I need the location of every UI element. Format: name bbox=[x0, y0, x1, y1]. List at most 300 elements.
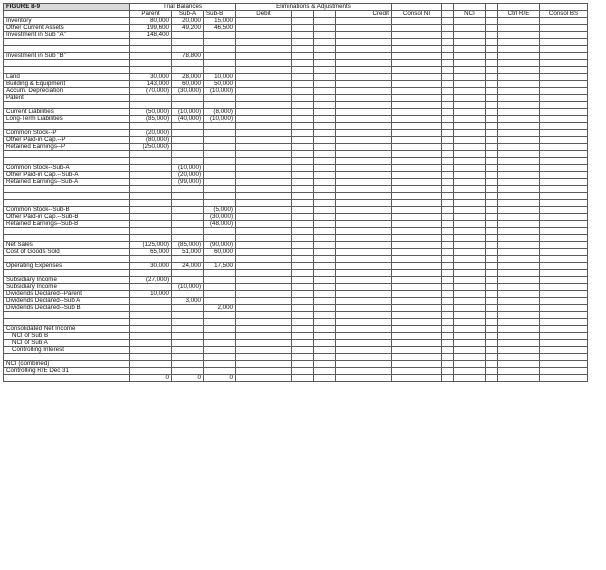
empty-cell bbox=[392, 165, 442, 172]
empty-cell bbox=[454, 368, 486, 375]
parent-value bbox=[130, 158, 172, 165]
empty-cell bbox=[540, 368, 588, 375]
table-row bbox=[4, 67, 588, 74]
empty-cell bbox=[540, 137, 588, 144]
empty-cell bbox=[314, 249, 336, 256]
empty-cell bbox=[236, 165, 292, 172]
empty-cell bbox=[392, 88, 442, 95]
empty-cell bbox=[314, 319, 336, 326]
empty-cell bbox=[314, 130, 336, 137]
parent-value bbox=[130, 39, 172, 46]
empty-cell bbox=[454, 158, 486, 165]
empty-cell bbox=[236, 172, 292, 179]
row-label: Common Stock--Sub-A bbox=[4, 165, 130, 172]
empty-cell bbox=[486, 130, 498, 137]
empty-cell bbox=[540, 95, 588, 102]
empty-cell bbox=[236, 361, 292, 368]
empty-cell bbox=[442, 312, 454, 319]
row-label: Dividends Declared--Sub A bbox=[4, 298, 130, 305]
trial-balances-header: Trial Balances bbox=[130, 4, 236, 11]
table-row bbox=[4, 130, 588, 137]
empty-cell bbox=[540, 242, 588, 249]
empty-cell bbox=[236, 263, 292, 270]
parent-value bbox=[130, 165, 172, 172]
table-row bbox=[4, 179, 588, 186]
empty-cell bbox=[442, 102, 454, 109]
sub-b-value bbox=[204, 158, 236, 165]
sub-b-value bbox=[204, 347, 236, 354]
empty-cell bbox=[292, 263, 314, 270]
empty-cell bbox=[292, 137, 314, 144]
empty-cell bbox=[292, 186, 314, 193]
parent-value: 143,000 bbox=[130, 81, 172, 88]
empty-cell bbox=[392, 200, 442, 207]
parent-value bbox=[130, 284, 172, 291]
empty-cell bbox=[392, 305, 442, 312]
header-row-2 bbox=[4, 11, 588, 18]
empty-cell bbox=[236, 326, 292, 333]
sub-a-value: (10,000) bbox=[172, 109, 204, 116]
empty-cell bbox=[392, 312, 442, 319]
parent-value bbox=[130, 298, 172, 305]
sub-a-value: (99,000) bbox=[172, 179, 204, 186]
empty-cell bbox=[498, 207, 540, 214]
col-consol-bs-header: Consol BS bbox=[540, 11, 588, 18]
parent-value bbox=[130, 361, 172, 368]
empty-cell bbox=[498, 74, 540, 81]
empty-cell bbox=[454, 130, 486, 137]
empty-cell bbox=[498, 319, 540, 326]
table-row bbox=[4, 88, 588, 95]
empty-cell bbox=[314, 256, 336, 263]
empty-cell bbox=[236, 375, 292, 382]
empty-cell bbox=[392, 242, 442, 249]
empty-cell bbox=[498, 340, 540, 347]
sub-b-value bbox=[204, 151, 236, 158]
empty-cell bbox=[314, 326, 336, 333]
empty-cell bbox=[336, 235, 392, 242]
empty-cell bbox=[486, 298, 498, 305]
col-nci-header: NCI bbox=[454, 11, 486, 18]
empty-cell bbox=[540, 221, 588, 228]
empty-cell bbox=[540, 144, 588, 151]
parent-value bbox=[130, 53, 172, 60]
empty-cell bbox=[292, 179, 314, 186]
empty-cell bbox=[336, 25, 392, 32]
empty-cell bbox=[442, 298, 454, 305]
empty-cell bbox=[236, 214, 292, 221]
empty-cell bbox=[292, 46, 314, 53]
sub-a-value: 20,000 bbox=[172, 18, 204, 25]
empty-cell bbox=[336, 256, 392, 263]
sub-b-value: 15,000 bbox=[204, 18, 236, 25]
table-row bbox=[4, 284, 588, 291]
empty-cell bbox=[392, 277, 442, 284]
empty-cell bbox=[486, 116, 498, 123]
empty-cell bbox=[454, 53, 486, 60]
empty-cell bbox=[498, 368, 540, 375]
empty-cell bbox=[442, 326, 454, 333]
consolidation-worksheet-table bbox=[3, 3, 588, 382]
empty-cell bbox=[540, 46, 588, 53]
empty-cell bbox=[454, 151, 486, 158]
empty-cell bbox=[454, 235, 486, 242]
empty-cell bbox=[454, 88, 486, 95]
empty-cell bbox=[292, 165, 314, 172]
empty-cell bbox=[336, 123, 392, 130]
header-cell bbox=[486, 4, 498, 11]
table-row bbox=[4, 200, 588, 207]
sub-a-value: (20,000) bbox=[172, 172, 204, 179]
empty-cell bbox=[442, 67, 454, 74]
empty-cell bbox=[336, 347, 392, 354]
empty-cell bbox=[236, 46, 292, 53]
empty-cell bbox=[392, 179, 442, 186]
empty-cell bbox=[442, 32, 454, 39]
row-label: Controlling Interest bbox=[4, 347, 130, 354]
empty-cell bbox=[392, 326, 442, 333]
table-row bbox=[4, 32, 588, 39]
row-label bbox=[4, 200, 130, 207]
empty-cell bbox=[314, 312, 336, 319]
empty-cell bbox=[292, 25, 314, 32]
row-label bbox=[4, 312, 130, 319]
empty-cell bbox=[486, 200, 498, 207]
empty-cell bbox=[486, 137, 498, 144]
empty-cell bbox=[486, 81, 498, 88]
empty-cell bbox=[442, 354, 454, 361]
empty-cell bbox=[314, 53, 336, 60]
empty-cell bbox=[454, 312, 486, 319]
empty-cell bbox=[292, 291, 314, 298]
empty-cell bbox=[540, 298, 588, 305]
empty-cell bbox=[540, 25, 588, 32]
empty-cell bbox=[336, 158, 392, 165]
empty-cell bbox=[336, 74, 392, 81]
empty-cell bbox=[292, 368, 314, 375]
empty-cell bbox=[236, 32, 292, 39]
empty-cell bbox=[314, 123, 336, 130]
table-row bbox=[4, 137, 588, 144]
empty-cell bbox=[314, 151, 336, 158]
empty-cell bbox=[392, 333, 442, 340]
table-row bbox=[4, 319, 588, 326]
table-row bbox=[4, 291, 588, 298]
table-row bbox=[4, 46, 588, 53]
empty-cell bbox=[498, 165, 540, 172]
empty-cell bbox=[292, 53, 314, 60]
empty-cell bbox=[236, 305, 292, 312]
empty-cell bbox=[336, 214, 392, 221]
table-row bbox=[4, 60, 588, 67]
empty-cell bbox=[454, 270, 486, 277]
sub-a-value bbox=[172, 354, 204, 361]
empty-cell bbox=[442, 74, 454, 81]
table-row bbox=[4, 368, 588, 375]
parent-value bbox=[130, 235, 172, 242]
empty-cell bbox=[540, 18, 588, 25]
parent-value: 0 bbox=[130, 375, 172, 382]
row-label bbox=[4, 60, 130, 67]
sub-b-value bbox=[204, 312, 236, 319]
table-row bbox=[4, 347, 588, 354]
empty-cell bbox=[454, 291, 486, 298]
empty-cell bbox=[486, 221, 498, 228]
sub-a-value bbox=[172, 214, 204, 221]
figure-label: FIGURE 8-9 bbox=[4, 4, 130, 11]
empty-cell bbox=[392, 116, 442, 123]
empty-cell bbox=[236, 88, 292, 95]
empty-cell bbox=[498, 39, 540, 46]
empty-cell bbox=[314, 60, 336, 67]
empty-cell bbox=[392, 32, 442, 39]
table-row bbox=[4, 53, 588, 60]
empty-cell bbox=[442, 186, 454, 193]
empty-cell bbox=[336, 312, 392, 319]
empty-cell bbox=[454, 326, 486, 333]
empty-cell bbox=[486, 158, 498, 165]
empty-cell bbox=[314, 67, 336, 74]
empty-cell bbox=[486, 249, 498, 256]
sub-b-value bbox=[204, 277, 236, 284]
empty-cell bbox=[392, 291, 442, 298]
empty-cell bbox=[442, 25, 454, 32]
empty-cell bbox=[486, 214, 498, 221]
empty-cell bbox=[540, 214, 588, 221]
empty-cell bbox=[486, 361, 498, 368]
empty-cell bbox=[292, 319, 314, 326]
sub-b-value: (8,000) bbox=[204, 109, 236, 116]
empty-cell bbox=[486, 375, 498, 382]
empty-cell bbox=[336, 354, 392, 361]
empty-cell bbox=[292, 172, 314, 179]
empty-cell bbox=[336, 32, 392, 39]
empty-cell bbox=[498, 32, 540, 39]
row-label: Consolidated Net Income bbox=[4, 326, 130, 333]
empty-cell bbox=[540, 235, 588, 242]
empty-cell bbox=[236, 270, 292, 277]
empty-cell bbox=[454, 242, 486, 249]
header-cell bbox=[314, 11, 336, 18]
row-label: Patent bbox=[4, 95, 130, 102]
empty-cell bbox=[498, 158, 540, 165]
parent-value bbox=[130, 67, 172, 74]
empty-cell bbox=[314, 25, 336, 32]
empty-cell bbox=[236, 228, 292, 235]
empty-cell bbox=[442, 319, 454, 326]
empty-cell bbox=[292, 305, 314, 312]
parent-value bbox=[130, 333, 172, 340]
empty-cell bbox=[442, 53, 454, 60]
empty-cell bbox=[540, 249, 588, 256]
row-label: Retained Earnings--Sub-A bbox=[4, 179, 130, 186]
empty-cell bbox=[442, 214, 454, 221]
empty-cell bbox=[314, 347, 336, 354]
empty-cell bbox=[336, 277, 392, 284]
empty-cell bbox=[486, 67, 498, 74]
empty-cell bbox=[314, 375, 336, 382]
empty-cell bbox=[392, 60, 442, 67]
sub-a-value bbox=[172, 291, 204, 298]
empty-cell bbox=[292, 207, 314, 214]
table-row bbox=[4, 361, 588, 368]
table-row bbox=[4, 326, 588, 333]
empty-cell bbox=[540, 291, 588, 298]
empty-cell bbox=[392, 74, 442, 81]
row-label: Other Paid-in Cap.--Sub-B bbox=[4, 214, 130, 221]
empty-cell bbox=[498, 46, 540, 53]
empty-cell bbox=[392, 53, 442, 60]
empty-cell bbox=[486, 256, 498, 263]
empty-cell bbox=[236, 277, 292, 284]
empty-cell bbox=[454, 179, 486, 186]
header-cell bbox=[486, 11, 498, 18]
empty-cell bbox=[454, 207, 486, 214]
empty-cell bbox=[442, 39, 454, 46]
empty-cell bbox=[236, 368, 292, 375]
sub-a-value bbox=[172, 102, 204, 109]
empty-cell bbox=[336, 46, 392, 53]
empty-cell bbox=[236, 18, 292, 25]
empty-cell bbox=[498, 102, 540, 109]
empty-cell bbox=[392, 144, 442, 151]
empty-cell bbox=[454, 347, 486, 354]
empty-cell bbox=[498, 347, 540, 354]
empty-cell bbox=[292, 340, 314, 347]
sub-b-value bbox=[204, 333, 236, 340]
empty-cell bbox=[314, 179, 336, 186]
row-label: Current Liabilities bbox=[4, 109, 130, 116]
empty-cell bbox=[498, 88, 540, 95]
empty-cell bbox=[336, 221, 392, 228]
header-cell bbox=[392, 4, 442, 11]
empty-cell bbox=[486, 165, 498, 172]
empty-cell bbox=[336, 193, 392, 200]
empty-cell bbox=[392, 109, 442, 116]
table-row bbox=[4, 74, 588, 81]
empty-cell bbox=[236, 137, 292, 144]
empty-cell bbox=[292, 123, 314, 130]
empty-cell bbox=[236, 144, 292, 151]
sub-b-value bbox=[204, 39, 236, 46]
sub-a-value: 51,000 bbox=[172, 249, 204, 256]
empty-cell bbox=[336, 88, 392, 95]
empty-cell bbox=[498, 144, 540, 151]
empty-cell bbox=[540, 270, 588, 277]
sub-a-value bbox=[172, 67, 204, 74]
empty-cell bbox=[392, 228, 442, 235]
empty-cell bbox=[292, 333, 314, 340]
empty-cell bbox=[392, 123, 442, 130]
sub-a-value bbox=[172, 130, 204, 137]
empty-cell bbox=[486, 151, 498, 158]
empty-cell bbox=[336, 228, 392, 235]
parent-value bbox=[130, 354, 172, 361]
empty-cell bbox=[236, 333, 292, 340]
empty-cell bbox=[454, 39, 486, 46]
empty-cell bbox=[392, 214, 442, 221]
empty-cell bbox=[540, 151, 588, 158]
empty-cell bbox=[498, 53, 540, 60]
empty-cell bbox=[486, 291, 498, 298]
empty-cell bbox=[292, 102, 314, 109]
parent-value bbox=[130, 200, 172, 207]
empty-cell bbox=[486, 123, 498, 130]
empty-cell bbox=[442, 200, 454, 207]
empty-cell bbox=[454, 116, 486, 123]
empty-cell bbox=[392, 137, 442, 144]
table-row bbox=[4, 305, 588, 312]
empty-cell bbox=[442, 95, 454, 102]
sub-b-value bbox=[204, 319, 236, 326]
sub-b-value: (30,000) bbox=[204, 214, 236, 221]
row-label: Common Stock--P bbox=[4, 130, 130, 137]
row-label bbox=[4, 46, 130, 53]
empty-cell bbox=[454, 60, 486, 67]
empty-cell bbox=[498, 305, 540, 312]
row-label: Net Sales bbox=[4, 242, 130, 249]
row-label: Building & Equipment bbox=[4, 81, 130, 88]
sub-a-value bbox=[172, 277, 204, 284]
empty-cell bbox=[442, 228, 454, 235]
empty-cell bbox=[292, 67, 314, 74]
empty-cell bbox=[314, 165, 336, 172]
empty-cell bbox=[442, 235, 454, 242]
empty-cell bbox=[292, 284, 314, 291]
header-cell bbox=[540, 4, 588, 11]
empty-cell bbox=[292, 158, 314, 165]
empty-cell bbox=[498, 81, 540, 88]
empty-cell bbox=[540, 326, 588, 333]
empty-cell bbox=[336, 200, 392, 207]
empty-cell bbox=[236, 312, 292, 319]
empty-cell bbox=[498, 116, 540, 123]
parent-value: 30,000 bbox=[130, 74, 172, 81]
row-label: Other Paid-in Cap.--P bbox=[4, 137, 130, 144]
empty-cell bbox=[292, 221, 314, 228]
empty-cell bbox=[486, 74, 498, 81]
empty-cell bbox=[336, 368, 392, 375]
empty-cell bbox=[442, 291, 454, 298]
sub-b-value bbox=[204, 137, 236, 144]
empty-cell bbox=[454, 214, 486, 221]
sub-b-value: (10,000) bbox=[204, 116, 236, 123]
empty-cell bbox=[540, 333, 588, 340]
empty-cell bbox=[336, 179, 392, 186]
empty-cell bbox=[292, 81, 314, 88]
parent-value bbox=[130, 193, 172, 200]
empty-cell bbox=[336, 291, 392, 298]
table-row bbox=[4, 25, 588, 32]
empty-cell bbox=[236, 102, 292, 109]
row-label: Other Current Assets bbox=[4, 25, 130, 32]
empty-cell bbox=[236, 158, 292, 165]
empty-cell bbox=[392, 81, 442, 88]
empty-cell bbox=[486, 326, 498, 333]
empty-cell bbox=[454, 123, 486, 130]
sub-a-value: (10,000) bbox=[172, 165, 204, 172]
empty-cell bbox=[236, 74, 292, 81]
empty-cell bbox=[392, 130, 442, 137]
sub-a-value bbox=[172, 95, 204, 102]
empty-cell bbox=[486, 25, 498, 32]
sub-a-value bbox=[172, 60, 204, 67]
empty-cell bbox=[236, 39, 292, 46]
empty-cell bbox=[336, 109, 392, 116]
empty-cell bbox=[336, 18, 392, 25]
empty-cell bbox=[498, 270, 540, 277]
parent-value bbox=[130, 347, 172, 354]
